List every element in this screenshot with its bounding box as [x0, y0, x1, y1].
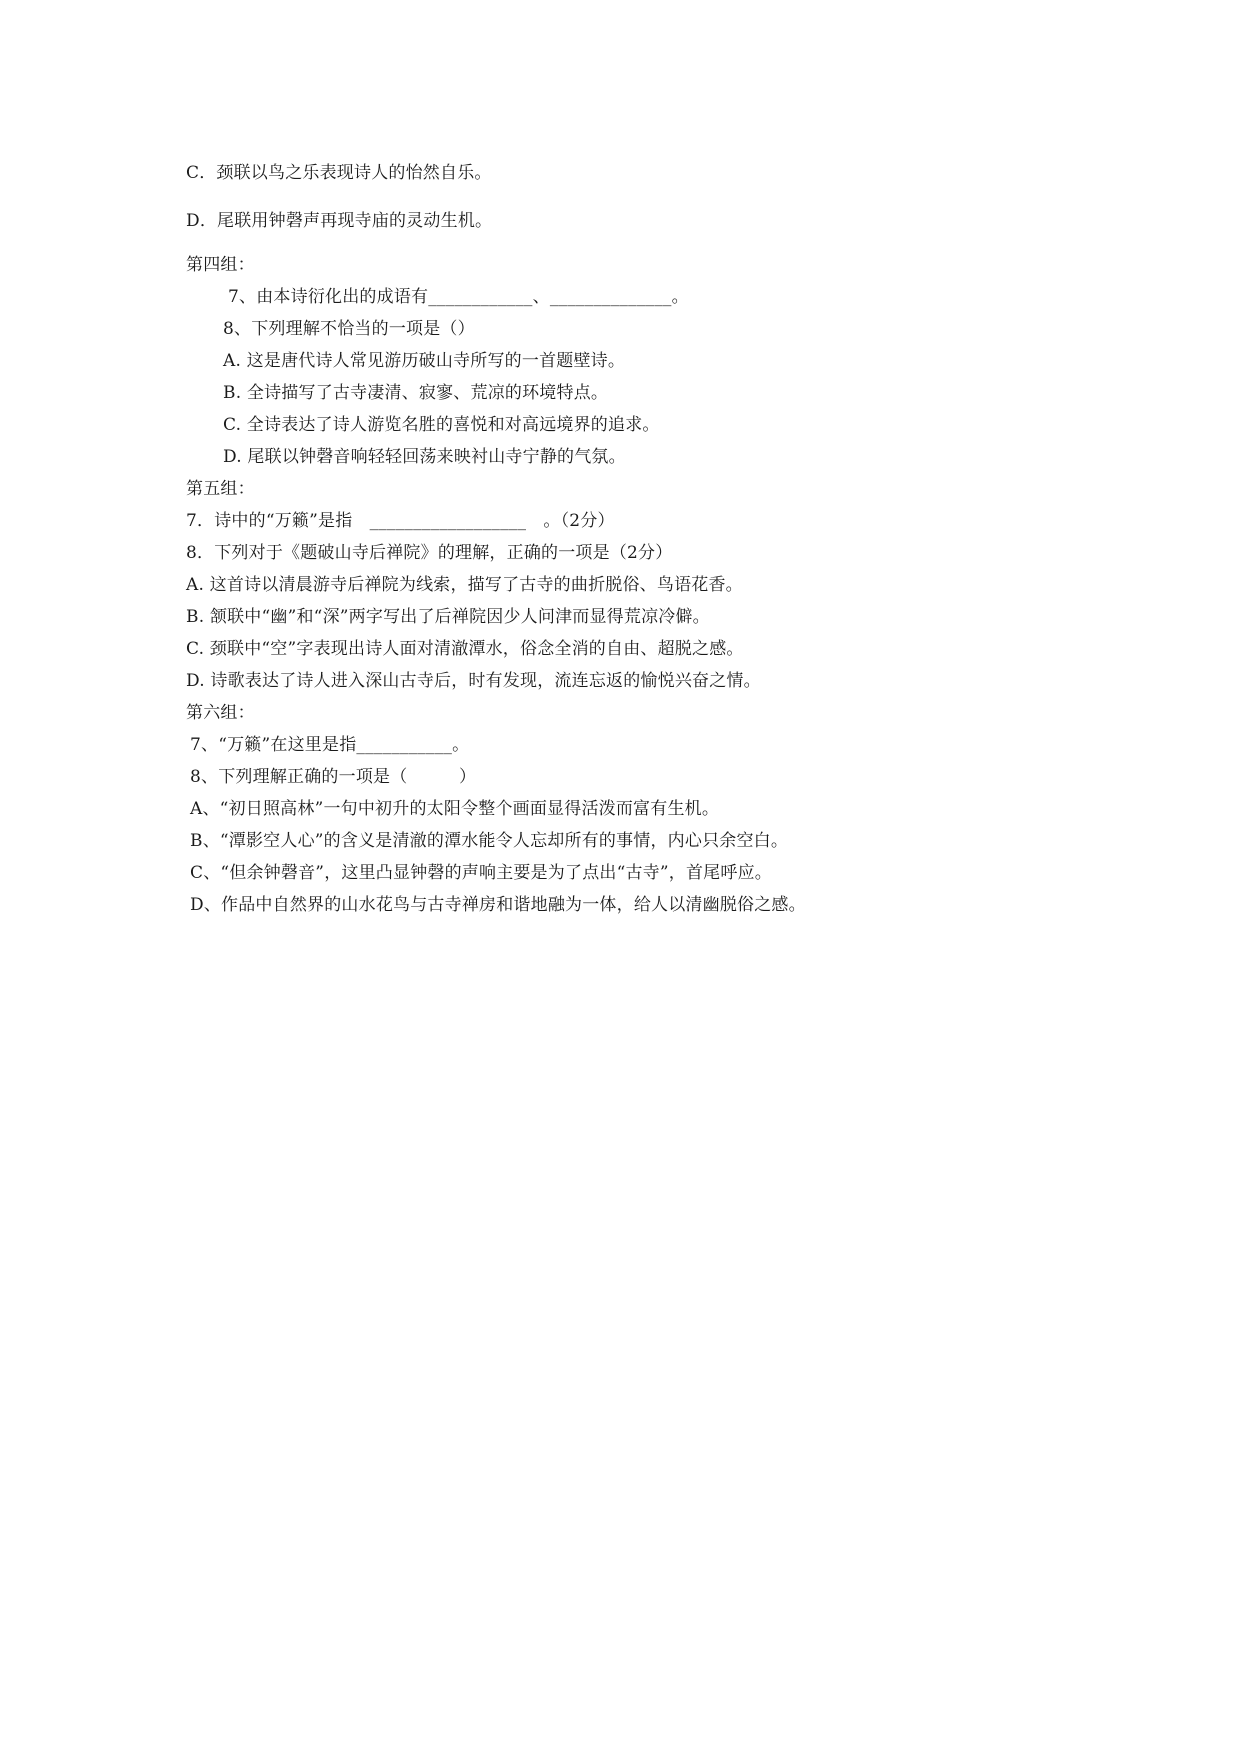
group-4-option-a: A. 这是唐代诗人常见游历破山寺所写的一首题壁诗。 [223, 351, 626, 371]
group-4-option-c: C. 全诗表达了诗人游览名胜的喜悦和对高远境界的追求。 [223, 415, 660, 435]
group-6-option-a: A、“初日照高林”一句中初升的太阳令整个画面显得活泼而富有生机。 [190, 799, 720, 819]
group-4-option-b: B. 全诗描写了古寺凄清、寂寥、荒凉的环境特点。 [223, 383, 609, 403]
group-6-option-c: C、“但余钟磬音”，这里凸显钟磬的声响主要是为了点出“古寺”，首尾呼应。 [190, 863, 772, 883]
option-c-line: C．颈联以鸟之乐表现诗人的怡然自乐。 [186, 163, 492, 183]
group-5-option-b: B. 颔联中“幽”和“深”两字写出了后禅院因少人问津而显得荒凉冷僻。 [186, 607, 710, 627]
group-5-option-c: C. 颈联中“空”字表现出诗人面对清澈潭水，俗念全消的自由、超脱之感。 [186, 639, 744, 659]
group-6-question-8: 8、下列理解正确的一项是（ ） [190, 767, 477, 787]
group-5-question-8: 8．下列对于《题破山寺后禅院》的理解，正确的一项是（2分） [186, 543, 673, 563]
group-5-option-a: A. 这首诗以清晨游寺后禅院为线索，描写了古寺的曲折脱俗、鸟语花香。 [186, 575, 743, 595]
group-4-question-8: 8、下列理解不恰当的一项是（） [223, 319, 475, 339]
group-4-heading: 第四组： [186, 255, 255, 275]
group-6-heading: 第六组： [186, 703, 255, 723]
group-4-question-7: 7、由本诗衍化出的成语有____________、______________。 [228, 287, 689, 307]
group-6-option-b: B、“潭影空人心”的含义是清澈的潭水能令人忘却所有的事情，内心只余空白。 [190, 831, 789, 851]
group-4-option-d: D. 尾联以钟磬音响轻轻回荡来映衬山寺宁静的气氛。 [223, 447, 626, 467]
group-5-question-7: 7．诗中的“万籁”是指 __________________ 。（2分） [186, 511, 615, 531]
group-5-option-d: D. 诗歌表达了诗人进入深山古寺后，时有发现，流连忘返的愉悦兴奋之情。 [186, 671, 761, 691]
group-6-question-7: 7、“万籁”在这里是指___________。 [190, 735, 470, 755]
option-d-line: D．尾联用钟磬声再现寺庙的灵动生机。 [186, 211, 493, 231]
group-5-heading: 第五组： [186, 479, 255, 499]
group-6-option-d: D、作品中自然界的山水花鸟与古寺禅房和谐地融为一体，给人以清幽脱俗之感。 [190, 895, 806, 915]
